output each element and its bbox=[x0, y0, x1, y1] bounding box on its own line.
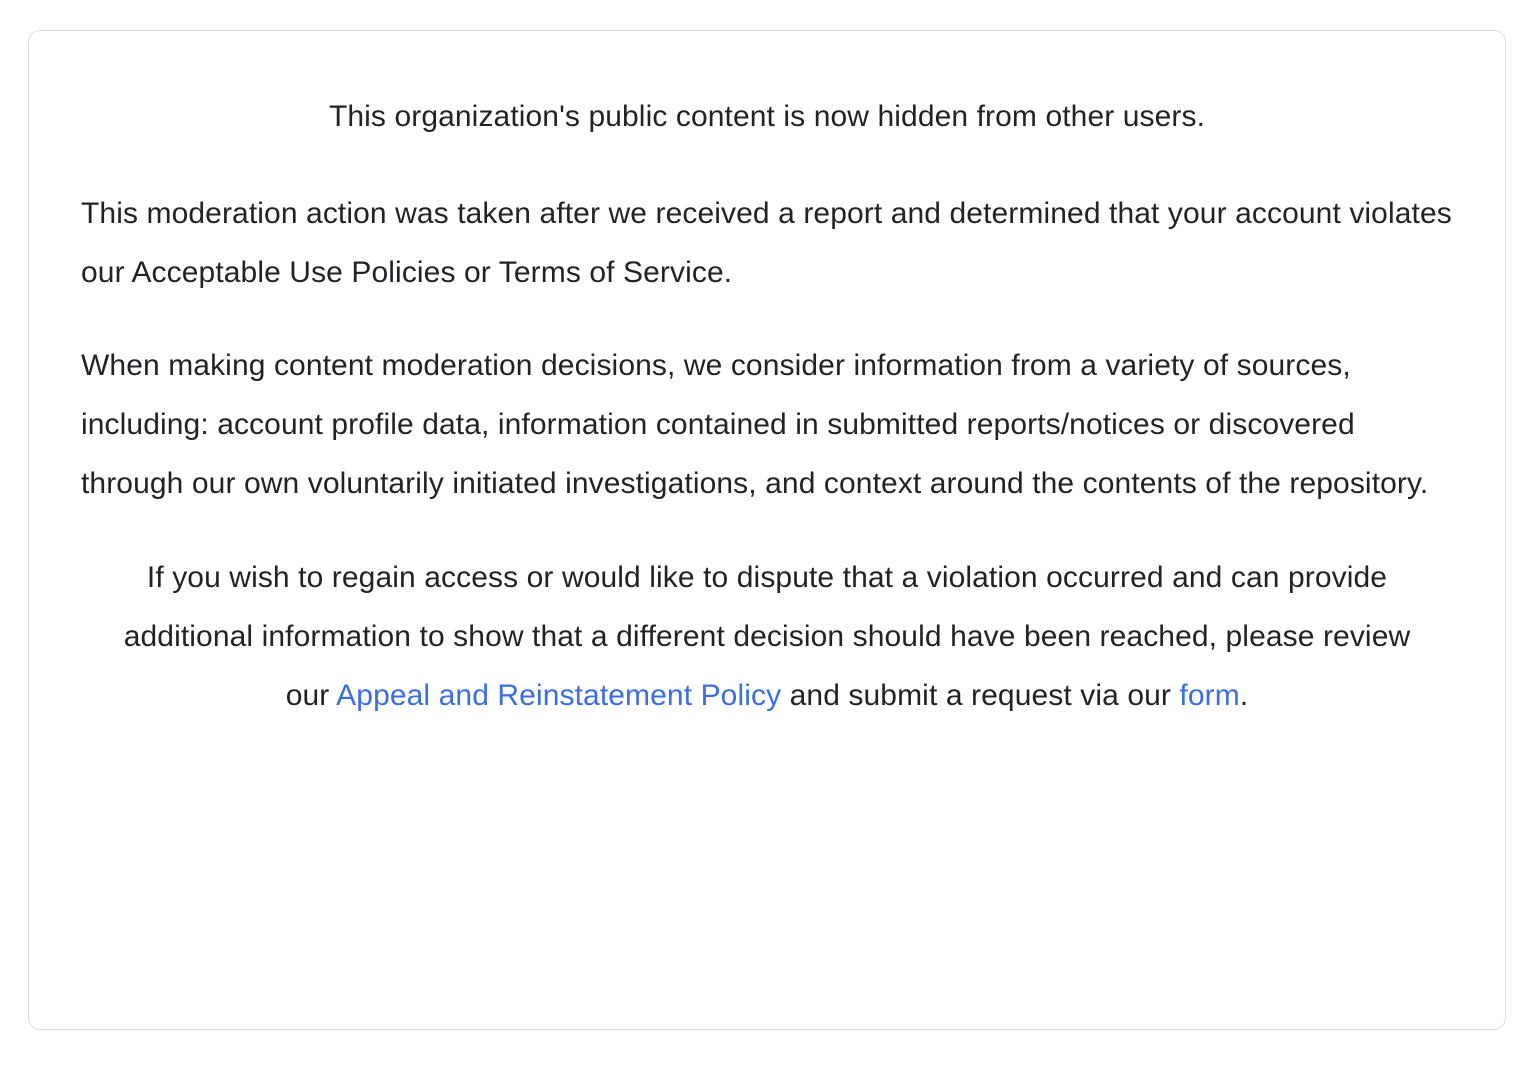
notice-appeal-paragraph bbox=[81, 548, 1453, 725]
appeal-text-between-links: and submit a request via our bbox=[781, 678, 1180, 712]
appeal-form-link[interactable]: form bbox=[1179, 678, 1240, 712]
notice-sources-paragraph: When making content moderation decisions, we consider information from a variety of sources, including: account profile data, information contained in submitted reports/notices or discovered through our own voluntarily initiated investigations, and context around the contents of the repository. bbox=[81, 349, 1429, 501]
appeal-text-before-link: If you wish to regain access or would like to dispute that a violation occurred and can provide additional information to show that a different decision should have been reached, please review our bbox=[123, 560, 1411, 712]
notice-headline: This organization's public content is now hidden from other users. bbox=[328, 100, 1206, 133]
notice-moderation-paragraph: This moderation action was taken after we received a report and determined that your account violates our Acceptable Use Policies or Terms of Service. bbox=[81, 197, 1452, 290]
appeal-text-after-link: . bbox=[1239, 678, 1249, 712]
appeal-and-reinstatement-policy-link[interactable]: Appeal and Reinstatement Policy bbox=[336, 678, 782, 712]
moderation-notice-card bbox=[28, 30, 1506, 1030]
